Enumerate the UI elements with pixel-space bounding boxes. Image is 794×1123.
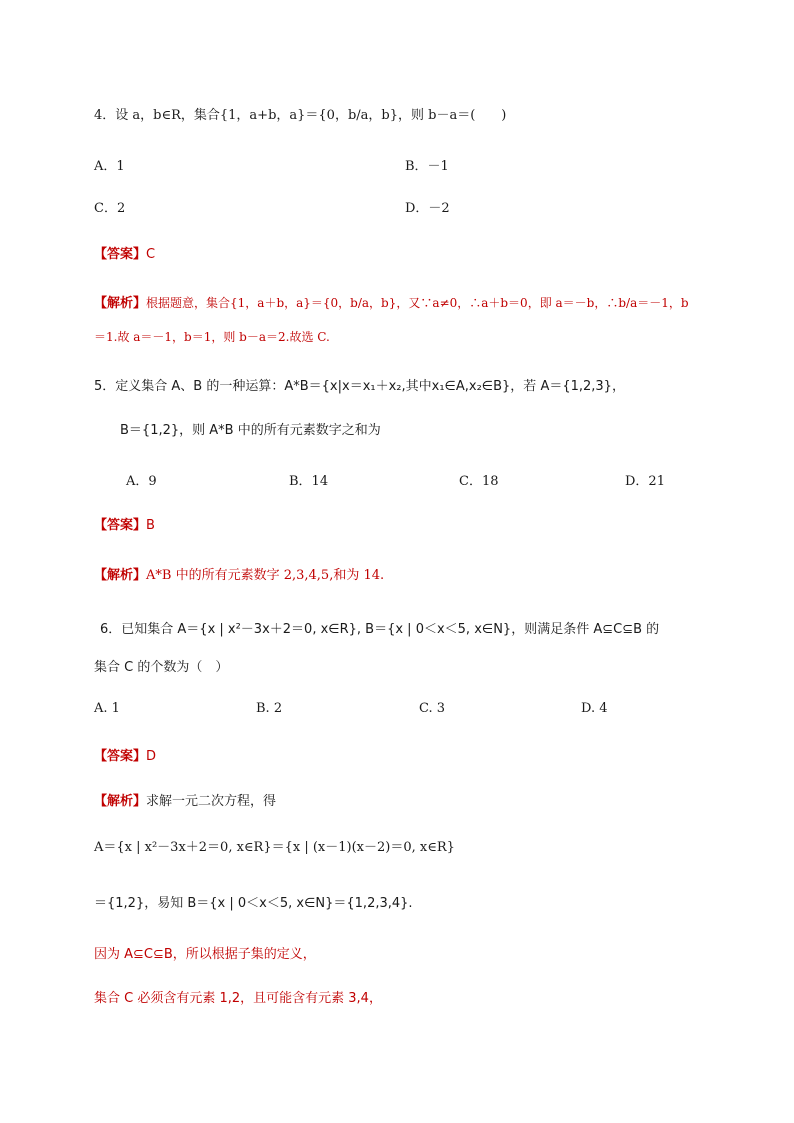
q5-answer-value: B	[146, 518, 155, 533]
q5-analysis-text: A*B 中的所有元素数字 2,3,4,5,和为 14.	[146, 568, 385, 583]
q5-answer-row	[94, 514, 155, 533]
q6-analysis-intro: 求解一元二次方程，得	[146, 794, 277, 809]
q6-answer-value: D	[146, 749, 157, 764]
q6-stem-line2: 集合 C 的个数为（ ）	[94, 660, 229, 675]
q6-stem-line1: 6．已知集合 A＝{x | x²－3x＋2＝0, x∈R}, B＝{x | 0＜x＜5, x∈N}，则满足条件 A⊆C⊆B 的	[100, 622, 660, 637]
q4-answer-tag: 【答案】	[94, 247, 147, 262]
q4-option-d: D．－2	[405, 201, 450, 216]
q4-analysis-tag: 【解析】	[94, 296, 147, 311]
q5-option-d: D．21	[625, 474, 665, 489]
q6-answer-tag: 【答案】	[94, 749, 147, 764]
q6-analysis-line4: 集合 C 必须含有元素 1,2，且可能含有元素 3,4，	[94, 991, 382, 1006]
q4-analysis-line2: ＝1.故 a＝－1，b＝1，则 b－a＝2.故选 C.	[94, 330, 330, 344]
q6-option-a: A. 1	[94, 701, 120, 716]
q4-stem: 4．设 a，b∈R，集合{1，a+b，a}＝{0，b/a，b}，则 b－a＝( )	[94, 108, 507, 123]
q5-stem-line1: 5．定义集合 A、B 的一种运算：A*B＝{x|x＝x₁＋x₂,其中x₁∈A,x₂∈B}，若 A＝{1,2,3}，	[94, 379, 625, 394]
q5-analysis-tag: 【解析】	[94, 568, 147, 583]
q5-option-a: A．9	[126, 474, 157, 489]
q6-formula-1: A＝{x | x²－3x＋2＝0, x∈R}＝{x | (x－1)(x－2)＝0, x∈R}	[94, 840, 455, 855]
q6-analysis-row	[94, 790, 276, 809]
q5-stem-line2: B＝{1,2}，则 A*B 中的所有元素数字之和为	[120, 423, 381, 438]
q4-analysis-row	[94, 292, 689, 311]
q6-analysis-tag: 【解析】	[94, 794, 147, 809]
q4-answer-row	[94, 243, 155, 262]
q6-formula-2: ＝{1,2}，易知 B＝{x | 0＜x＜5, x∈N}＝{1,2,3,4}.	[94, 896, 413, 911]
q5-option-b: B．14	[289, 474, 329, 489]
q5-analysis-row	[94, 564, 384, 583]
q6-analysis-line3: 因为 A⊆C⊆B，所以根据子集的定义，	[94, 947, 316, 962]
q4-option-c: C．2	[94, 201, 126, 216]
q4-option-b: B．－1	[405, 159, 449, 174]
q5-answer-tag: 【答案】	[94, 518, 147, 533]
q4-option-a: A．1	[94, 159, 125, 174]
q4-analysis-line1: 根据题意，集合{1，a＋b，a}＝{0，b/a，b}，又∵a≠0，∴a＋b＝0，即 a＝－b，∴b/a＝－1，b	[146, 296, 689, 310]
q6-option-c: C. 3	[419, 701, 446, 716]
q6-answer-row	[94, 745, 156, 764]
q4-answer-value: C	[146, 247, 156, 262]
q5-option-c: C．18	[459, 474, 499, 489]
q6-option-d: D. 4	[581, 701, 608, 716]
q6-option-b: B. 2	[256, 701, 283, 716]
